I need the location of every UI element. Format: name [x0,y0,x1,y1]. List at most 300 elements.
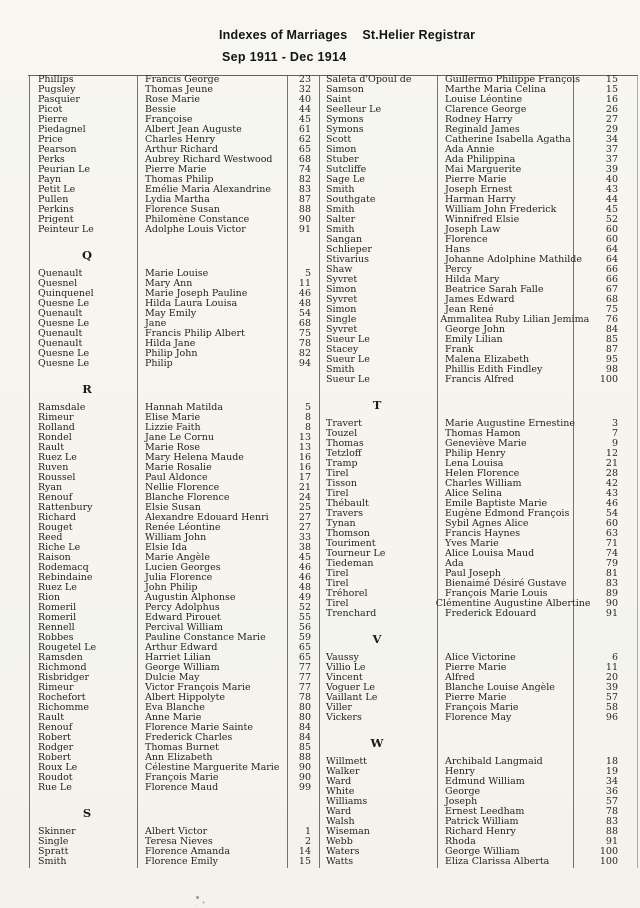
page-number: 19 [605,766,618,777]
page-number: 52 [298,602,311,613]
given-names: Renée Léontine [145,522,221,533]
given-names: Beatrice Sarah Falle [445,284,544,295]
given-names: Marie Rosalie [145,462,212,473]
given-names: Florence Amanda [145,846,230,857]
page-number: 77 [298,672,311,683]
given-names: Geneviève Marie [445,438,527,449]
page-number: 91 [298,224,311,235]
given-names: Emélie Maria Alexandrine [145,184,272,195]
surname: Riche Le [38,542,81,553]
surname: Thomson [326,528,370,539]
page-number: 88 [605,826,618,837]
page-number: 88 [298,204,311,215]
page-number: 45 [298,114,311,125]
surname: Robbes [38,632,74,643]
surname: Schlieper [326,244,372,255]
given-names: Percival William [145,622,223,633]
surname: Prigent [38,214,74,225]
surname: Smith [326,184,355,195]
surname: Touriment [326,538,376,549]
scan-smudge [196,896,199,899]
given-names: Bessie [145,104,177,115]
page-number: 27 [298,512,311,523]
page-title-left: Indexes of Marriages [219,28,348,42]
given-names: Ann Elizabeth [145,752,213,763]
surname: Quesne Le [38,318,90,329]
page-number: 44 [298,104,311,115]
given-names: Percy [445,264,472,275]
surname: Rion [38,592,61,603]
surname: Sueur Le [326,374,370,385]
surname: Ryan [38,482,63,493]
given-names: Marthe Maria Celina [445,84,546,95]
given-names: May Emily [145,308,197,319]
page-number: 16 [605,94,618,105]
surname: Simon [326,284,357,295]
page-number: 56 [298,622,311,633]
page-number: 15 [605,74,618,85]
given-names: John Philip [145,582,198,593]
surname: Ramsden [38,652,83,663]
surname: Stacey [326,344,359,355]
index-row [320,663,638,673]
given-names: Hannah Matilda [145,402,224,413]
given-names: Pierre Marie [445,174,507,185]
surname: Stuber [326,154,359,165]
section-letter-t: T [372,398,383,412]
page-title-right: St.Helier Registrar [362,28,476,42]
surname: Rouget [38,522,73,533]
page-number: 68 [298,318,311,329]
given-names: Florence Maud [145,782,219,793]
page-number: 21 [298,482,311,493]
given-names: Florence Marie Sainte [145,722,253,733]
page-number: 9 [611,438,618,449]
page-number: 13 [298,432,311,443]
surname: Quesne Le [38,358,90,369]
surname: Seelleur Le [326,104,382,115]
page-number: 54 [605,508,618,519]
page-number: 1 [304,826,311,837]
page-number: 40 [605,174,618,185]
page-number: 75 [298,328,311,339]
given-names: Thomas Philip [145,174,214,185]
given-names: Rhoda [445,836,476,847]
surname: Single [38,836,69,847]
surname: Single [326,314,357,325]
page-number: 46 [298,288,311,299]
given-names: François Marie [145,772,219,783]
surname: Rue Le [38,782,72,793]
given-names: Françoise [145,114,193,125]
page-number: 40 [298,94,311,105]
surname: Renouf [38,492,73,503]
page-number: 90 [298,772,311,783]
page-number: 85 [605,334,618,345]
surname: Saint [326,94,352,105]
surname: Pasquier [38,94,80,105]
surname: Ruven [38,462,69,473]
given-names: Marie Augustine Ernestine [445,418,575,429]
index-row [320,713,638,723]
given-names: Louise Léontine [445,94,523,105]
given-names: Sybil Agnes Alice [445,518,529,529]
page-number: 28 [605,468,618,479]
surname: Shaw [326,264,353,275]
given-names: Victor François Marie [145,682,251,693]
given-names: Adolphe Louis Victor [145,224,246,235]
given-names: Patrick William [445,816,519,827]
given-names: Blanche Louise Angèle [445,682,555,693]
page-number: 61 [298,124,311,135]
given-names: Bienaimé Désiré Gustave [445,578,567,589]
given-names: Philip John [145,348,198,359]
section-letter-r: R [82,382,93,396]
given-names: Francis Haynes [445,528,521,539]
page-number: 48 [298,298,311,309]
surname: Peurian Le [38,164,91,175]
surname: Saleta d'Opoul de [326,74,412,85]
page-number: 39 [605,682,618,693]
page-number: 98 [605,364,618,375]
page-number: 96 [605,712,618,723]
given-names: Anne Marie [145,712,202,723]
page-number: 5 [304,268,311,279]
given-names: Marie Angèle [145,552,210,563]
surname: Phillips [38,74,74,85]
given-names: Francis Alfred [445,374,514,385]
given-names: Charles William [445,478,522,489]
page-number: 46 [298,572,311,583]
page-number: 75 [605,304,618,315]
given-names: Elsie Susan [145,502,201,513]
page-number: 2 [304,836,311,847]
surname: Stivarius [326,254,369,265]
page-number: 8 [304,412,311,423]
given-names: Rose Marie [145,94,200,105]
page-number: 43 [605,488,618,499]
page-number: 84 [298,722,311,733]
surname: Travers [326,508,363,519]
index-row [320,857,638,867]
given-names: Helen Florence [445,468,520,479]
given-names: William John [145,532,207,543]
page-number: 26 [605,104,618,115]
surname: Robert [38,732,71,743]
page-number: 27 [605,114,618,125]
surname: Perkins [38,204,74,215]
given-names: Nellie Florence [145,482,220,493]
surname: Tisson [326,478,357,489]
given-names: Clarence George [445,104,527,115]
given-names: Thomas Hamon [445,428,521,439]
section-letter-w: W [370,736,385,750]
given-names: Pauline Constance Marie [145,632,266,643]
surname: Quesnel [38,278,78,289]
page-number: 15 [605,84,618,95]
surname: Travert [326,418,362,429]
page-title [219,28,475,42]
index-row [320,375,638,385]
given-names: Lucien Georges [145,562,221,573]
given-names: Philip Henry [445,448,506,459]
given-names: Albert Victor [145,826,208,837]
surname: Romeril [38,602,77,613]
surname: Roux Le [38,762,78,773]
surname: Rodemacq [38,562,89,573]
given-names: Ernest Leedham [445,806,525,817]
given-names: Aubrey Richard Westwood [145,154,273,165]
given-names: Célestine Marguerite Marie [145,762,280,773]
surname: Rault [38,712,65,723]
surname: Peinteur Le [38,224,94,235]
given-names: Joseph Law [445,224,501,235]
page-number: 54 [298,308,311,319]
given-names: Paul Aldonce [145,472,208,483]
surname: Simon [326,144,357,155]
page-number: 78 [298,338,311,349]
surname: Richard [38,512,76,523]
surname: Syvret [326,274,358,285]
given-names: William John Frederick [445,204,557,215]
given-names: Rodney Harry [445,114,513,125]
given-names: Lizzie Faith [145,422,201,433]
page-number: 48 [298,582,311,593]
surname: Tréhorel [326,588,368,599]
surname: Quenault [38,308,83,319]
page-number: 49 [298,592,311,603]
page-number: 78 [605,806,618,817]
surname: Rondel [38,432,72,443]
given-names: Jane Le Cornu [145,432,214,443]
page-number: 37 [605,154,618,165]
page-number: 58 [605,702,618,713]
given-names: Hilda Jane [145,338,196,349]
given-names: Arthur Richard [145,144,218,155]
surname: Symons [326,114,364,125]
page-number: 62 [298,134,311,145]
given-names: Hans [445,244,470,255]
page-number: 87 [298,194,311,205]
given-names: Florence [445,234,488,245]
surname: Price [38,134,63,145]
surname: Simon [326,304,357,315]
index-column-right [320,75,638,867]
surname: Quenault [38,328,83,339]
index-column-left [30,75,319,867]
given-names: Phillis Edith Findley [445,364,543,375]
given-names: Reginald James [445,124,520,135]
surname: Tourneur Le [326,548,386,559]
given-names: Albert Hippolyte [145,692,226,703]
page-number: 18 [605,756,618,767]
surname: White [326,786,355,797]
page-number: 60 [605,224,618,235]
surname: Perks [38,154,65,165]
given-names: François Marie [445,702,519,713]
page-number: 14 [298,846,311,857]
surname: Webb [326,836,353,847]
surname: Rimeur [38,412,74,423]
page-number: 100 [599,856,618,867]
surname: Pierre [38,114,68,125]
given-names: Ada Annie [445,144,495,155]
given-names: Percy Adolphus [145,602,220,613]
page-number: 90 [298,762,311,773]
given-names: Florence May [445,712,512,723]
page-number: 89 [605,588,618,599]
surname: Tiedeman [326,558,374,569]
given-names: Frederick Charles [145,732,233,743]
surname: Vaillant Le [326,692,378,703]
page-number: 83 [605,816,618,827]
section-letter-v: V [372,632,383,646]
given-names: Henry [445,766,475,777]
given-names: Joseph [445,796,478,807]
page-number: 11 [605,662,618,673]
page-number: 8 [304,422,311,433]
given-names: Florence Emily [145,856,218,867]
index-row [320,609,638,619]
surname: Quinquenel [38,288,94,299]
given-names: Eva Blanche [145,702,205,713]
page-number: 23 [298,74,311,85]
surname: Sueur Le [326,354,370,365]
surname: Voguer Le [326,682,376,693]
surname: Romeril [38,612,77,623]
given-names: Alfred [445,672,475,683]
page-number: 100 [599,846,618,857]
surname: Symons [326,124,364,135]
page-number: 67 [605,284,618,295]
page-number: 27 [298,522,311,533]
page-number: 94 [298,358,311,369]
page-number: 44 [605,194,618,205]
page-number: 65 [298,144,311,155]
page-number: 16 [298,452,311,463]
surname: Rolland [38,422,75,433]
surname: Robert [38,752,71,763]
surname: Ramsdale [38,402,86,413]
page-number: 78 [298,692,311,703]
surname: Rault [38,442,65,453]
page-number: 24 [298,492,311,503]
page-number: 52 [605,214,618,225]
page-number: 11 [298,278,311,289]
index-row [320,335,638,345]
surname: Skinner [38,826,76,837]
given-names: Ada Philippina [445,154,516,165]
page-number: 57 [605,796,618,807]
page-number: 79 [605,558,618,569]
given-names: Florence Susan [145,204,220,215]
page-number: 32 [298,84,311,95]
given-names: Mary Ann [145,278,193,289]
given-names: Ada [445,558,464,569]
page-number: 80 [298,712,311,723]
page-number: 74 [605,548,618,559]
page-number: 82 [298,348,311,359]
given-names: Pierre Marie [145,164,207,175]
index-row [30,225,319,235]
page-number: 99 [298,782,311,793]
given-names: Jane [145,318,167,329]
index-row [320,255,638,265]
surname: Pugsley [38,84,76,95]
given-names: James Edward [445,294,515,305]
surname: Vickers [326,712,362,723]
index-row [30,359,319,369]
surname: Ruez Le [38,582,77,593]
page-number: 7 [611,428,618,439]
page-number: 91 [605,608,618,619]
surname: Pearson [38,144,77,155]
surname: Trenchard [326,608,377,619]
surname: Smith [326,224,355,235]
index-row [320,827,638,837]
surname: Rebindaine [38,572,93,583]
surname: Wiseman [326,826,370,837]
page-number: 46 [605,498,618,509]
page-number: 88 [298,752,311,763]
surname: Willmett [326,756,367,767]
given-names: Lena Louisa [445,458,504,469]
given-names: Marie Louise [145,268,209,279]
index-row [30,857,319,867]
page-number: 63 [605,528,618,539]
given-names: François Marie Louis [445,588,548,599]
page-number: 68 [605,294,618,305]
given-names: Marie Rose [145,442,200,453]
surname: Rodger [38,742,74,753]
surname: Villio Le [326,662,366,673]
given-names: Eugène Edmond François [445,508,570,519]
surname: Vincent [326,672,363,683]
page-number: 100 [599,374,618,385]
given-names: Richard Henry [445,826,516,837]
given-names: Philip [145,358,173,369]
given-names: Pierre Marie [445,662,507,673]
page-number: 3 [611,418,618,429]
page-number: 21 [605,458,618,469]
given-names: Augustin Alphonse [145,592,236,603]
given-names: Lydia Martha [145,194,210,205]
given-names: Francis George [145,74,220,85]
page-number: 45 [298,552,311,563]
surname: Tirel [326,488,349,499]
surname: Smith [326,364,355,375]
surname: Sage Le [326,174,365,185]
page-number: 85 [298,742,311,753]
section-letter-q: Q [81,248,94,262]
given-names: Jean René [445,304,494,315]
given-names: Teresa Nieves [145,836,213,847]
given-names: Blanche Florence [145,492,230,503]
surname: Syvret [326,294,358,305]
surname: Roudot [38,772,73,783]
surname: Piedagnel [38,124,86,135]
surname: Syvret [326,324,358,335]
surname: Walsh [326,816,355,827]
page-number: 76 [605,314,618,325]
given-names: Ammalitea Ruby Lilian Jemima [440,314,590,325]
page-number: 74 [298,164,311,175]
surname: Tirel [326,568,349,579]
surname: Roussel [38,472,76,483]
page-number: 80 [298,702,311,713]
page-number: 57 [605,692,618,703]
surname: Payn [38,174,62,185]
